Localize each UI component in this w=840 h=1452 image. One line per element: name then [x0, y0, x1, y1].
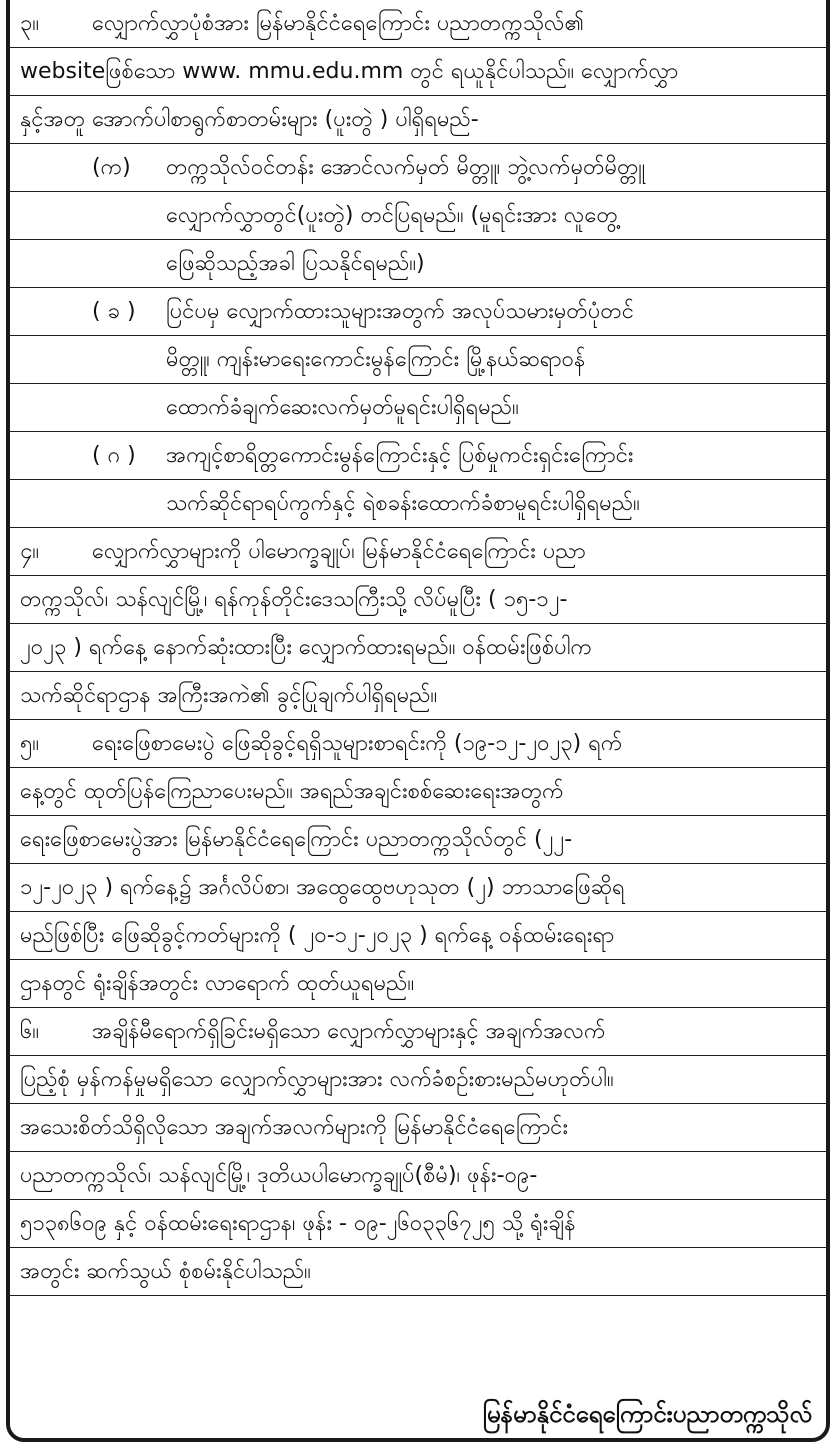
section-5-line-6: ဌာနတွင် ရုံးချိန်အတွင်း လာရောက် ထုတ်ယူရမည်။ — [20, 971, 415, 996]
item-kha-line-3: ထောက်ခံချက်ဆေးလက်မှတ်မူရင်းပါရှိရမည်။ — [166, 395, 519, 420]
issuer-signature: မြန်မာနိုင်ငံရေကြောင်းပညာတက္ကသိုလ် — [482, 1400, 812, 1428]
section-6-line-3: အသေးစိတ်သိရှိလိုသော အချက်အလက်များကို မြန်မာနိုင်ငံရေကြောင်း — [20, 1115, 569, 1140]
item-ka-line-2: လျှောက်လွှာတွင်(ပူးတွဲ) တင်ပြရမည်။ (မူရင်းအား လူတွေ့ — [166, 203, 618, 228]
item-ka-line-1: တက္ကသိုလ်ဝင်တန်း အောင်လက်မှတ် မိတ္တူ၊ ဘွဲ့လက်မှတ်မိတ္တူ — [166, 155, 645, 180]
section-5-line-3: ရေးဖြေစာမေးပွဲအား မြန်မာနိုင်ငံရေကြောင်း ပညာတက္ကသိုလ်တွင် (၂၂- — [20, 827, 573, 852]
item-label: ( ဂ ) — [92, 443, 136, 468]
section-number: ၄။ — [20, 539, 40, 564]
section-3-line-1: လျှောက်လွှာပုံစံအား မြန်မာနိုင်ငံရေကြောင်း ပညာတက္ကသိုလ်၏ — [92, 11, 585, 36]
section-6-line-4: ပညာတက္ကသိုလ်၊ သန်လျင်မြို့၊ ဒုတိယပါမောက္ခချုပ်(စီမံ)၊ ဖုန်း-၀၉- — [20, 1163, 538, 1188]
section-4-line-2: တက္ကသိုလ်၊ သန်လျင်မြို့၊ ရန်ကုန်တိုင်းဒေသကြီးသို့ လိပ်မူပြီး ( ၁၅-၁၂- — [20, 587, 568, 612]
section-5-line-1: ရေးဖြေစာမေးပွဲ ဖြေဆိုခွင့်ရရှိသူများစာရင်းကို (၁၉-၁၂-၂၀၂၃) ရက် — [92, 731, 623, 756]
section-number: ၃။ — [20, 11, 40, 36]
section-3-line-3: နှင့်အတူ အောက်ပါစာရွက်စာတမ်းများ (ပူးတွဲ ) ပါရှိရမည်- — [20, 107, 479, 132]
section-5-line-5: မည်ဖြစ်ပြီး ဖြေဆိုခွင့်ကတ်များကို ( ၂၀-၁၂-၂၀၂၃ ) ရက်နေ့ ဝန်ထမ်းရေးရာ — [20, 923, 615, 948]
section-4-line-3: ၂၀၂၃ ) ရက်နေ့ နောက်ဆုံးထားပြီး လျှောက်ထားရမည်။ ဝန်ထမ်းဖြစ်ပါက — [20, 635, 593, 660]
item-label: ( ခ ) — [92, 299, 136, 324]
item-label: (က) — [92, 155, 131, 180]
item-ga-line-2: သက်ဆိုင်ရာရပ်ကွက်နှင့် ရဲစခန်းထောက်ခံစာမူရင်းပါရှိရမည်။ — [166, 491, 640, 516]
section-6-line-1: အချိန်မီရောက်ရှိခြင်းမရှိသော လျှောက်လွှာများနှင့် အချက်အလက် — [92, 1019, 606, 1044]
item-kha-line-1: ပြင်ပမှ လျှောက်ထားသူများအတွက် အလုပ်သမားမှတ်ပုံတင် — [166, 299, 635, 324]
section-4-line-1: လျှောက်လွှာများကို ပါမောက္ခချုပ်၊ မြန်မာနိုင်ငံရေကြောင်း ပညာ — [92, 539, 586, 564]
item-kha-line-2: မိတ္တူ၊ ကျန်းမာရေးကောင်းမွန်ကြောင်း မြို့နယ်ဆရာဝန် — [166, 347, 586, 372]
item-ga-line-1: အကျင့်စာရိတ္တကောင်းမွန်ကြောင်းနှင့် ပြစ်မှုကင်းရှင်းကြောင်း — [166, 443, 634, 468]
section-4-line-4: သက်ဆိုင်ရာဌာန အကြီးအကဲ၏ ခွင့်ပြုချက်ပါရှိရမည်။ — [20, 683, 438, 708]
item-ka-line-3: ဖြေဆိုသည့်အခါ ပြသနိုင်ရမည်။) — [166, 251, 425, 276]
section-6-line-6: အတွင်း ဆက်သွယ် စုံစမ်းနိုင်ပါသည်။ — [20, 1259, 311, 1284]
section-5-line-4: ၁၂-၂၀၂၃ ) ရက်နေ့၌ အင်္ဂလိပ်စာ၊ အထွေထွေဗဟုသုတ (၂) ဘာသာဖြေဆိုရ — [20, 875, 625, 900]
section-number: ၆။ — [20, 1019, 40, 1044]
section-5-line-2: နေ့တွင် ထုတ်ပြန်ကြေညာပေးမည်။ အရည်အချင်းစစ်ဆေးရေးအတွက် — [20, 779, 564, 804]
section-6-line-2: ပြည့်စုံ မှန်ကန်မှုမရှိသော လျှောက်လွှာများအား လက်ခံစဉ်းစားမည်မဟုတ်ပါ။ — [20, 1067, 614, 1092]
section-6-line-5: ၅၁၃၈၆၀၉ နှင့် ဝန်ထမ်းရေးရာဌာန၊ ဖုန်း - ၀၉-၂၆၀၃၃၆၇၂၅ သို့ ရုံးချိန် — [20, 1211, 576, 1236]
section-3-line-2: websiteဖြစ်သော www. mmu.edu.mm တွင် ရယူနိုင်ပါသည်။ လျှောက်လွှာ — [20, 59, 679, 84]
section-number: ၅။ — [20, 731, 40, 756]
